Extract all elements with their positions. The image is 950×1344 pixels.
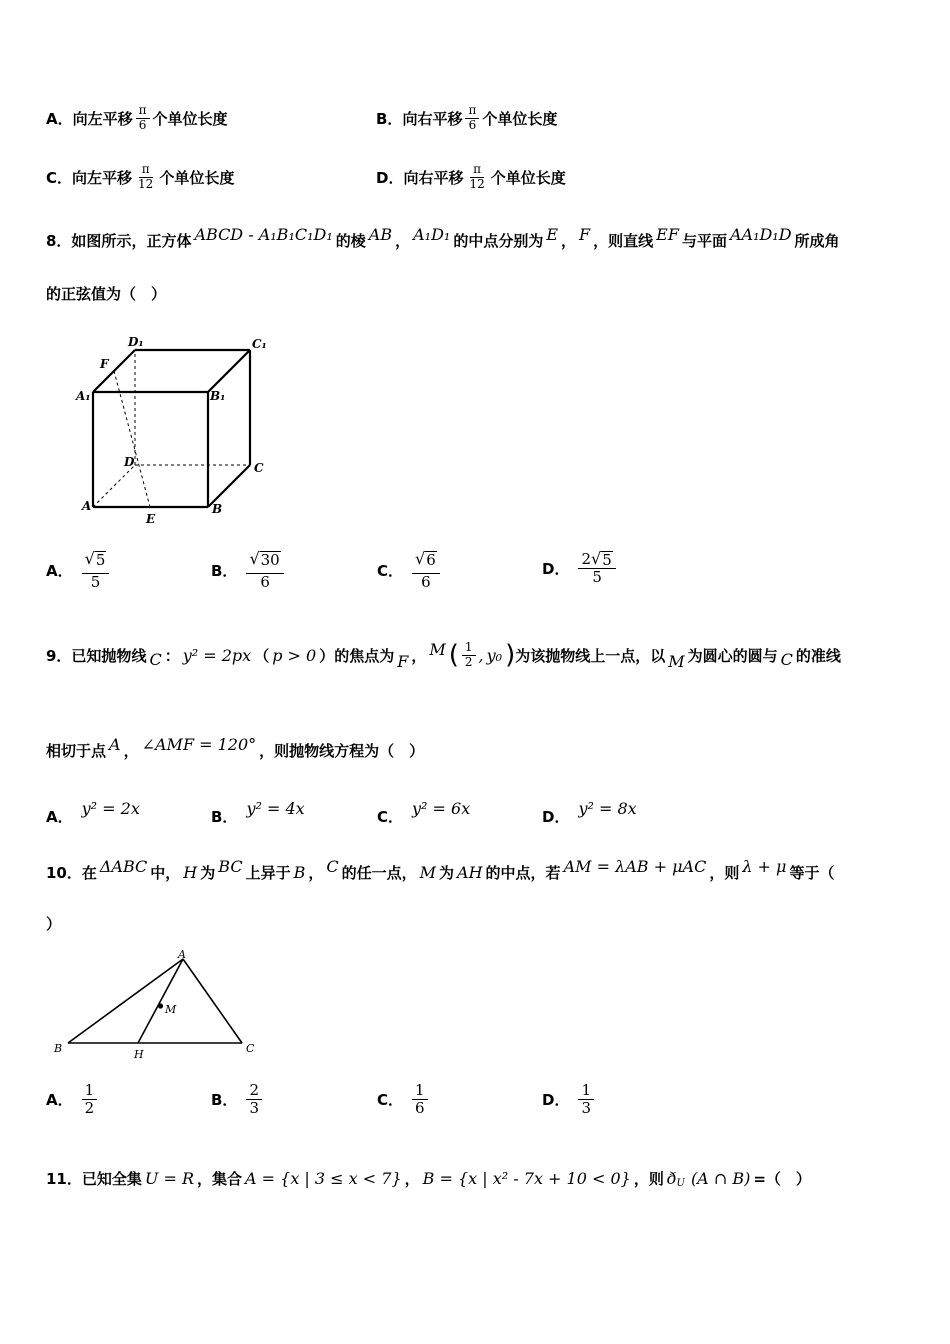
q11-stem <box>46 1168 811 1189</box>
option-label: B． <box>211 1091 238 1110</box>
fraction: $\frac{1}{2}$ <box>462 641 476 670</box>
math: p > 0 <box>272 645 317 665</box>
q8-stem-line-1 <box>46 225 840 251</box>
q10-stem-line-2: ） <box>46 915 62 933</box>
option-label: A． <box>46 109 73 128</box>
label-d: D <box>124 455 135 469</box>
q10-option-d <box>542 1082 597 1118</box>
option-label: C． <box>46 168 73 187</box>
triangle-figure <box>50 948 270 1063</box>
text: 的任一点， <box>341 864 417 882</box>
math: B = {x | x² - 7x + 10 < 0} <box>422 1169 631 1188</box>
cube-figure <box>70 330 290 530</box>
text: 为圆心的圆与 <box>687 646 778 665</box>
math: H <box>183 863 198 882</box>
option-label: A． <box>46 561 73 580</box>
q9-option-d <box>542 798 640 826</box>
segment-ah <box>138 959 183 1043</box>
math: λ + μ <box>742 857 787 876</box>
math: C <box>149 649 162 669</box>
text: 为 <box>200 864 216 882</box>
math: ABCD - A₁B₁C₁D₁ <box>194 225 333 244</box>
label-a1: A₁ <box>76 389 91 403</box>
q10-option-b <box>211 1082 265 1118</box>
q9-stem-line-1: 9．已知抛物线 C ： y² = 2px （ p > 0 ）的焦点为 F ， M ( $\frac{1}{2}$ , y₀ ) 为该抛物线上一点，以 M 为圆心的圆与 C 的准线 <box>46 639 841 671</box>
math-subscript: U <box>676 1178 685 1189</box>
text: ，则 <box>709 864 740 882</box>
option-label: C． <box>377 1091 404 1110</box>
math: y² = 8x <box>578 799 637 818</box>
fraction: $\frac{\pi}{12}$ <box>138 162 154 191</box>
option-text-post: 个单位长度 <box>152 109 228 128</box>
option-label: C． <box>377 808 404 826</box>
edge-b1c1 <box>208 350 250 392</box>
edge-bc <box>208 465 250 507</box>
option-text-pre: 向左平移 <box>72 168 133 187</box>
option-label: A． <box>46 1091 73 1110</box>
q8-option-b <box>211 550 287 591</box>
label-e: E <box>146 512 156 526</box>
q7-option-d <box>376 163 566 192</box>
text: ）的焦点为 <box>319 646 395 665</box>
math: y² = 2x <box>81 799 140 818</box>
option-label: B． <box>376 109 403 128</box>
q8-option-a <box>46 550 112 591</box>
option-label: C． <box>377 561 404 580</box>
point-m <box>158 1003 163 1008</box>
q8-option-d <box>542 550 619 587</box>
text: 所成角 <box>794 232 840 250</box>
math: BC <box>218 857 243 876</box>
right-paren: ) <box>505 640 516 670</box>
text: 为该抛物线上一点，以 <box>515 646 666 665</box>
math: C <box>326 857 339 876</box>
q10-option-c <box>377 1082 431 1118</box>
fraction: $\frac{\pi}{12}$ <box>469 162 485 191</box>
fraction: $\frac{1}{2}$ <box>82 1082 98 1118</box>
label-b: B <box>212 502 223 516</box>
math: AB <box>368 225 393 244</box>
text: ，则直线 <box>593 232 654 250</box>
text: =（ ） <box>753 1170 811 1188</box>
math: B <box>293 863 306 882</box>
label-a: A <box>82 499 92 513</box>
q8-option-c <box>377 550 443 591</box>
math: E <box>546 225 559 244</box>
side-ac <box>183 959 242 1043</box>
option-label: D． <box>542 1091 570 1110</box>
label-a: A <box>178 948 186 961</box>
label-c1: C₁ <box>252 337 267 351</box>
left-paren: ( <box>448 640 459 670</box>
label-c: C <box>246 1042 255 1055</box>
math: y₀ <box>486 645 503 665</box>
label-d1: D₁ <box>128 335 144 349</box>
text: 9．已知抛物线 <box>46 646 147 665</box>
fraction: $\frac{\pi}{6}$ <box>136 104 150 133</box>
label-h: H <box>134 1048 144 1061</box>
q9-option-a <box>46 798 143 826</box>
math: F <box>397 651 409 671</box>
math: ∠AMF = 120° <box>141 735 257 754</box>
fraction: $\frac{1}{3}$ <box>578 1082 594 1118</box>
text: ， <box>308 864 324 882</box>
text: ， <box>395 232 411 250</box>
option-label: D． <box>542 808 570 826</box>
math: M <box>419 863 437 882</box>
math: (A ∩ B) <box>690 1169 751 1188</box>
label-b: B <box>54 1042 63 1055</box>
math: U = R <box>144 1169 194 1188</box>
text: 的中点，若 <box>485 864 561 882</box>
fraction: $\frac{\pi}{6}$ <box>465 104 479 133</box>
option-text-post: 个单位长度 <box>490 168 566 187</box>
option-text-post: 个单位长度 <box>482 109 558 128</box>
text: 上异于 <box>245 864 291 882</box>
option-text-pre: 向左平移 <box>72 109 133 128</box>
text: 与平面 <box>681 232 727 250</box>
option-label: B． <box>211 561 238 580</box>
q7-option-a <box>46 104 228 133</box>
math: y² = 6x <box>412 799 471 818</box>
text: ： <box>164 646 180 665</box>
text: （ <box>254 646 270 665</box>
q8-stem-line-2: 的正弦值为（ ） <box>46 285 167 303</box>
text: 中， <box>150 864 181 882</box>
label-b1: B₁ <box>210 389 226 403</box>
text: ， <box>411 646 427 665</box>
label-f: F <box>100 357 109 371</box>
math: C <box>780 649 793 669</box>
text: 的准线 <box>795 646 841 665</box>
option-text-pre: 向右平移 <box>402 109 463 128</box>
text: 的中点分别为 <box>453 232 544 250</box>
math: AA₁D₁D <box>729 225 792 244</box>
text: 为 <box>439 864 455 882</box>
math: AH <box>457 863 483 882</box>
fraction: √ 6 6 <box>412 550 440 591</box>
text: 10．在 <box>46 864 97 882</box>
math: y² = 4x <box>246 799 305 818</box>
math: ð <box>666 1169 677 1188</box>
text: 的棱 <box>335 232 366 250</box>
q9-option-b <box>211 798 308 826</box>
option-label: B． <box>211 808 238 826</box>
text: ， <box>561 232 577 250</box>
hidden-edge-ad <box>93 465 135 507</box>
text: ，集合 <box>196 1170 242 1188</box>
option-text-post: 个单位长度 <box>159 168 235 187</box>
text: 8．如图所示，正方体 <box>46 232 192 250</box>
option-label: A． <box>46 808 73 826</box>
option-text-pre: 向右平移 <box>403 168 464 187</box>
text: 相切于点 <box>46 742 107 760</box>
math: AM = λAB + μAC <box>563 857 707 876</box>
side-ab <box>68 959 183 1043</box>
math: ΔABC <box>99 857 148 876</box>
option-label: D． <box>376 168 404 187</box>
math: A <box>109 735 121 754</box>
fraction: $\frac{2}{3}$ <box>246 1082 262 1118</box>
math: A = {x | 3 ≤ x < 7} <box>245 1169 402 1188</box>
math: F <box>579 225 591 244</box>
fraction: √ 30 6 <box>246 550 283 591</box>
option-label: D． <box>542 559 570 578</box>
label-m: M <box>165 1003 177 1016</box>
math: M <box>429 639 446 659</box>
q9-stem-line-2 <box>46 735 425 761</box>
math: M <box>668 651 685 671</box>
text: 等于（ <box>789 864 835 882</box>
fraction: $\frac{1}{6}$ <box>412 1082 428 1118</box>
fraction: √ 5 5 <box>82 550 110 591</box>
q10-stem-line-1 <box>46 857 835 883</box>
text: ，则 <box>633 1170 664 1188</box>
q7-option-c <box>46 163 234 192</box>
fraction: 2 √ 5 5 <box>578 550 615 587</box>
text: ， <box>404 1170 420 1188</box>
q10-option-a <box>46 1082 100 1118</box>
text: 11．已知全集 <box>46 1170 142 1188</box>
q9-option-c <box>377 798 473 826</box>
text: ， <box>123 742 139 760</box>
math: EF <box>656 225 679 244</box>
q7-option-b <box>376 104 557 133</box>
math: y² = 2px <box>182 645 252 665</box>
label-c: C <box>254 461 264 475</box>
math: A₁D₁ <box>413 225 451 244</box>
text: ，则抛物线方程为（ ） <box>259 742 425 760</box>
